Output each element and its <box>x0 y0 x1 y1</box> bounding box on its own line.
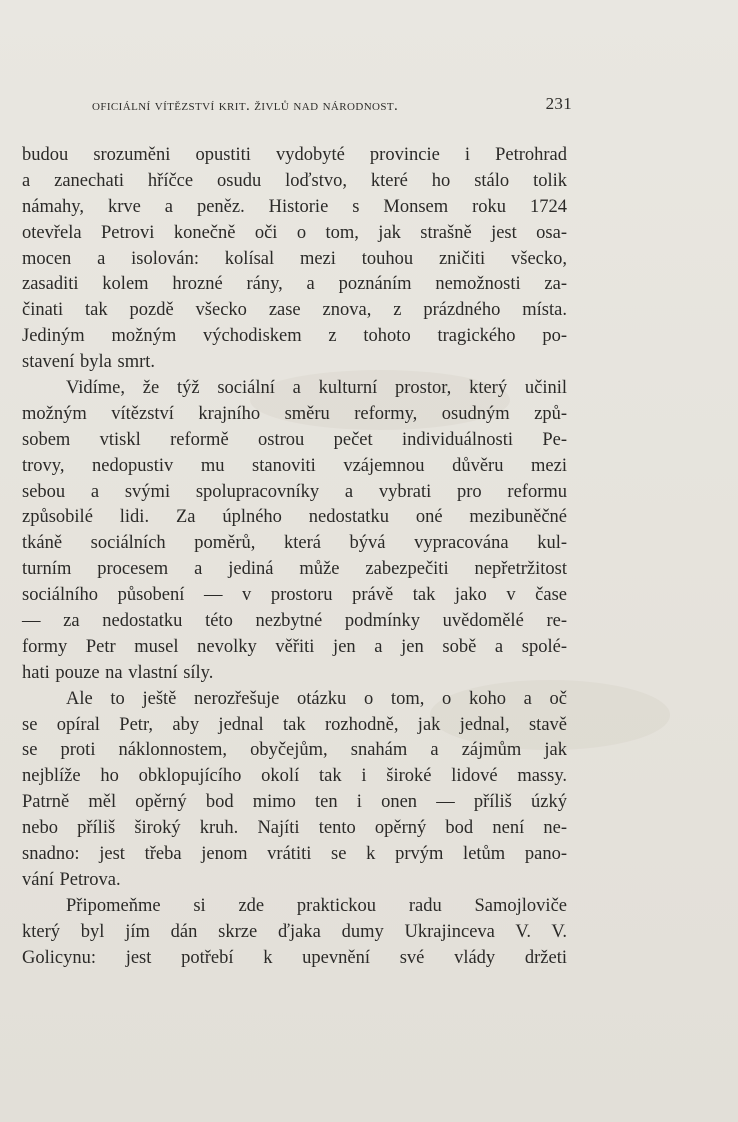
text-line: otevřela Petrovi konečně oči o tom, jak strašně jest osa- <box>22 222 567 243</box>
text-line: se opíral Petr, aby jednal tak rozhodně, jak jednal, stavě <box>22 714 567 735</box>
text-line: vání Petrova. <box>22 869 121 890</box>
text-line: Ale to ještě nerozřešuje otázku o tom, o koho a oč <box>66 688 567 709</box>
text-line: hati pouze na vlastní síly. <box>22 662 214 683</box>
text-line: sobem vtiskl reformě ostrou pečet individuálnosti Pe- <box>22 429 567 450</box>
text-line: trovy, nedopustiv mu stanoviti vzájemnou důvěru mezi <box>22 455 567 476</box>
text-line: tkáně sociálních poměrů, která bývá vypracována kul- <box>22 533 567 554</box>
text-line: budou srozuměni opustiti vydobyté provincie i Petrohrad <box>22 145 567 165</box>
text-line: který byl jím dán skrze ďjaka dumy Ukrajinceva V. V. <box>22 921 567 942</box>
text-line: snadno: jest třeba jenom vrátiti se k prvým letům pano- <box>22 844 567 865</box>
paragraph <box>22 894 567 972</box>
text-line: formy Petr musel nevolky věřiti jen a jen sobě a spolé- <box>22 636 567 657</box>
text-line: Vidíme, že týž sociální a kulturní prostor, který učinil <box>66 378 567 399</box>
text-line: zasaditi kolem hrozné rány, a poznáním nemožnosti za- <box>22 274 567 295</box>
text-line: sebou a svými spolupracovníky a vybrati pro reformu <box>22 481 567 502</box>
text-line: námahy, krve a peněz. Historie s Monsem roku 1724 <box>22 196 567 217</box>
body-text <box>22 143 567 972</box>
text-line: a zanechati hříčce osudu loďstvo, které ho stálo tolik <box>22 170 567 191</box>
running-title: oficiální vítězství krit. živlů nad národnost. <box>92 98 399 114</box>
text-line: se proti náklonnostem, obyčejům, snahám a zájmům jak <box>22 740 567 761</box>
text-line: — za nedostatku této nezbytné podmínky uvědomělé re- <box>22 611 567 632</box>
page-header <box>92 94 572 118</box>
paragraph <box>22 143 567 376</box>
text-line: turním procesem a jediná může zabezpečiti nepřetržitost <box>22 559 567 580</box>
text-line: nebo příliš široký kruh. Najíti tento opěrný bod není ne- <box>22 818 567 839</box>
text-line: Připomeňme si zde praktickou radu Samojloviče <box>66 895 567 916</box>
text-line: nejblíže ho obklopujícího okolí tak i široké lidové massy. <box>22 766 567 787</box>
text-line: mocen a isolován: kolísal mezi touhou zničiti všecko, <box>22 248 567 269</box>
text-line: Golicynu: jest potřebí k upevnění své vlády držeti <box>22 947 567 968</box>
paragraph <box>22 376 567 687</box>
text-line: Patrně měl opěrný bod mimo ten i onen — příliš úzký <box>22 792 567 813</box>
page-number: 231 <box>545 94 572 113</box>
text-line: stavení byla smrt. <box>22 352 156 373</box>
paragraph <box>22 687 567 894</box>
text-line: sociálního působení — v prostoru právě tak jako v čase <box>22 585 567 606</box>
text-line: možným vítězství krajního směru reformy, osudným způ- <box>22 403 567 424</box>
text-line: Jediným možným východiskem z tohoto tragického po- <box>22 326 567 347</box>
text-line: činati tak pozdě všecko zase znova, z prázdného místa. <box>22 300 567 321</box>
text-line: způsobilé lidi. Za úplného nedostatku oné mezibuněčné <box>22 507 567 528</box>
